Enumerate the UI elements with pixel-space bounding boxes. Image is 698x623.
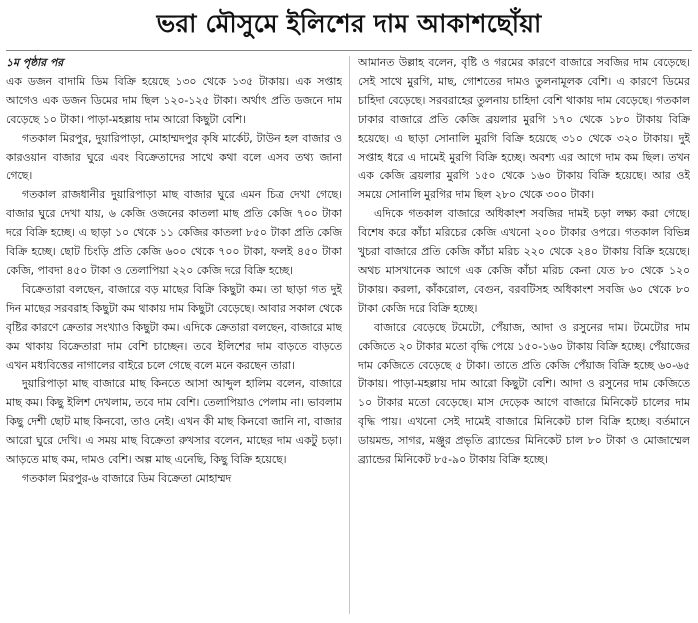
headline-rule [6, 50, 692, 51]
paragraph: গতকাল রাজধানীর দুয়ারিপাড়া মাছ বাজার ঘুরে এমন চিত্র দেখা গেছে। বাজার ঘুরে দেখা যায়, ৬ কেজি ওজনের কাতলা মাছ প্রতি কেজি ৭০০ টাকা দরে বিক্রি হচ্ছে। এ ছাড়া ১০ থেকে ১১ কেজির কাতলা ৮৫০ টাকা প্রতি কেজি বিক্রি হচ্ছে। ছোট চিংড়ি প্রতি কেজি ৬০০ থেকে ৭০০ টাকা, ফলই ৪৫০ টাকা কেজি, পাবদা ৪৫০ টাকা ও তেলাপিয়া ২২০ কেজি দরে বিক্রি হচ্ছে। [6, 188, 342, 277]
paragraph: গতকাল মিরপুর, দুয়ারিপাড়া, মোহাম্মদপুর কৃষি মার্কেট, টাউন হল বাজার ও কারওয়ান বাজার ঘুরে এবং বিক্রেতাদের সাথে কথা বলে এসব তথ্য জানা গেছে। [6, 131, 342, 183]
continued-from-label: ১ম পৃষ্ঠার পর [6, 56, 64, 69]
paragraph-text: এক ডজন বাদামি ডিম বিক্রি হয়েছে ১৩০ থেকে ১৩৫ টাকায়। এক সপ্তাহ আগেও এক ডজন ডিমের দাম ছিল ১২০-১২৫ টাকা। অর্থাৎ প্রতি ডজনে দাম বেড়েছে ১০ টাকা। পাড়া-মহল্লায় দাম আরো কিছুটা বেশি। [6, 74, 342, 126]
paragraph: এদিকে গতকাল বাজারে অধিকাংশ সবজির দামই চড়া লক্ষ্য করা গেছে। বিশেষ করে কাঁচা মরিচের কেজি এখনো ২০০ টাকার ওপরে। গতকাল বিভিন্ন খুচরা বাজারে প্রতি কেজি কাঁচা মরিচ ২২০ থেকে ২৪০ টাকায় বিক্রি হয়েছে। অথচ মাসখানেক আগে এক কেজি কাঁচা মরিচ কেনা যেত ৮০ থেকে ১২০ টাকায়। করলা, কাঁকরোল, বেগুন, বরবটিসহ অধিকাংশ সবজি ৬০ থেকে ৮০ টাকা কেজি দরে বিক্রি হচ্ছে। [358, 207, 690, 315]
right-column [358, 54, 690, 618]
left-column [6, 54, 342, 618]
paragraph: গতকাল মিরপুর-৬ বাজারে ডিম বিক্রেতা মোহাম্মদ [22, 471, 232, 485]
column-divider [349, 56, 350, 614]
headline: ভরা মৌসুমে ইলিশের দাম আকাশছোঁয়া [156, 8, 542, 38]
paragraph: দুয়ারিপাড়া মাছ বাজারে মাছ কিনতে আসা আব্দুল হালিম বলেন, বাজারে মাছ কম। কিছু ইলিশ দেখলাম, তবে দাম বেশি। তেলাপিয়াও পেলাম না। ভাবলাম কিছু দেশী ছোট মাছ কিনবো, তাও নেই। এখন কী মাছ কিনবো জানি না, বাজার আরো ঘুরে দেখি। এ সময় মাছ বিক্রেতা রুখসার বলেন, মাছের দাম একটু চড়া। আড়তে মাছ কম, দামও বেশি। অল্প মাছ এনেছি, কিছু বিক্রি হয়েছে। [6, 377, 342, 467]
first-paragraph [6, 54, 342, 130]
paragraph: আমানত উল্লাহ বলেন, বৃষ্টি ও গরমের কারণে বাজারে সবজির দাম বেড়েছে। সেই সাথে মুরগি, মাছ, গোশতের দামও তুলনামূলক বেশি। এ কারণে ডিমের চাহিদা বেড়েছে। সরবরাহের তুলনায় চাহিদা বেশি থাকায় দাম বেড়েছে। গতকাল ঢাকার বাজারে প্রতি কেজি ব্রয়লার মুরগি ১৭০ থেকে ১৮০ টাকায় বিক্রি হয়েছে। এ ছাড়া সোনালি মুরগি বিক্রি হয়েছে ৩১০ থেকে ৩২০ টাকায়। দুই সপ্তাহ ধরে এ দামেই মুরগি বিক্রি হচ্ছে। অবশ্য এর আগে দাম কম ছিল। তখন এক কেজি ব্রয়লার মুরগি ১৫০ থেকে ১৬০ টাকায় বিক্রি হয়েছে। আর ওই সময়ে সোনালি মুরগির দাম ছিল ২৮০ থেকে ৩০০ টাকা। [358, 56, 690, 202]
paragraph: বিক্রেতারা বলছেন, বাজারে বড় মাছের বিক্রি কিছুটা কম। তা ছাড়া গত দুই দিন মাছের সরবরাহ কিছুটা কম থাকায় দাম কিছুটা বেড়েছে। আবার সকাল থেকে বৃষ্টির কারণে ক্রেতার সংখ্যাও কিছুটা কম। এদিকে ক্রেতারা বলছেন, বাজারে মাছ কম থাকায় বিক্রেতারা দাম বেশি চাচ্ছেন। তবে ইলিশের দাম বাড়তে বাড়তে এখন মধ্যবিত্তের নাগালের বাইরে চলে গেছে বলে মনে করছেন তারা। [6, 282, 342, 372]
paragraph: বাজারে বেড়েছে টমেটো, পেঁয়াজ, আদা ও রসুনের দাম। টমেটোর দাম কেজিতে ২০ টাকার মতো বৃদ্ধি পেয়ে ১৫০-১৬০ টাকায় বিক্রি হচ্ছে। পেঁয়াজের দাম কেজিতে বেড়েছে ৫ টাকা। তাতে প্রতি কেজি পেঁয়াজ বিক্রি হচ্ছে ৬০-৬৫ টাকায়। পাড়া-মহল্লায় দাম আরো কিছুটা বেশি। আদা ও রসুনের দাম কেজিতে ১০ টাকার মতো বেড়েছে। মাস দেড়েক আগে বাজারে মিনিকেট চালের দাম বৃদ্ধি পায়। এখনো সেই দামেই বাজারে মিনিকেট চাল বিক্রি হচ্ছে। বর্তমানে ডায়মন্ড, সাগর, মঞ্জুর প্রভৃতি ব্র্যান্ডের মিনিকেট চাল ৮০ টাকা ও মোজাম্মেল ব্র্যান্ডের মিনিকেট ৮৫-৯০ টাকায় বিক্রি হচ্ছে। [358, 320, 690, 467]
